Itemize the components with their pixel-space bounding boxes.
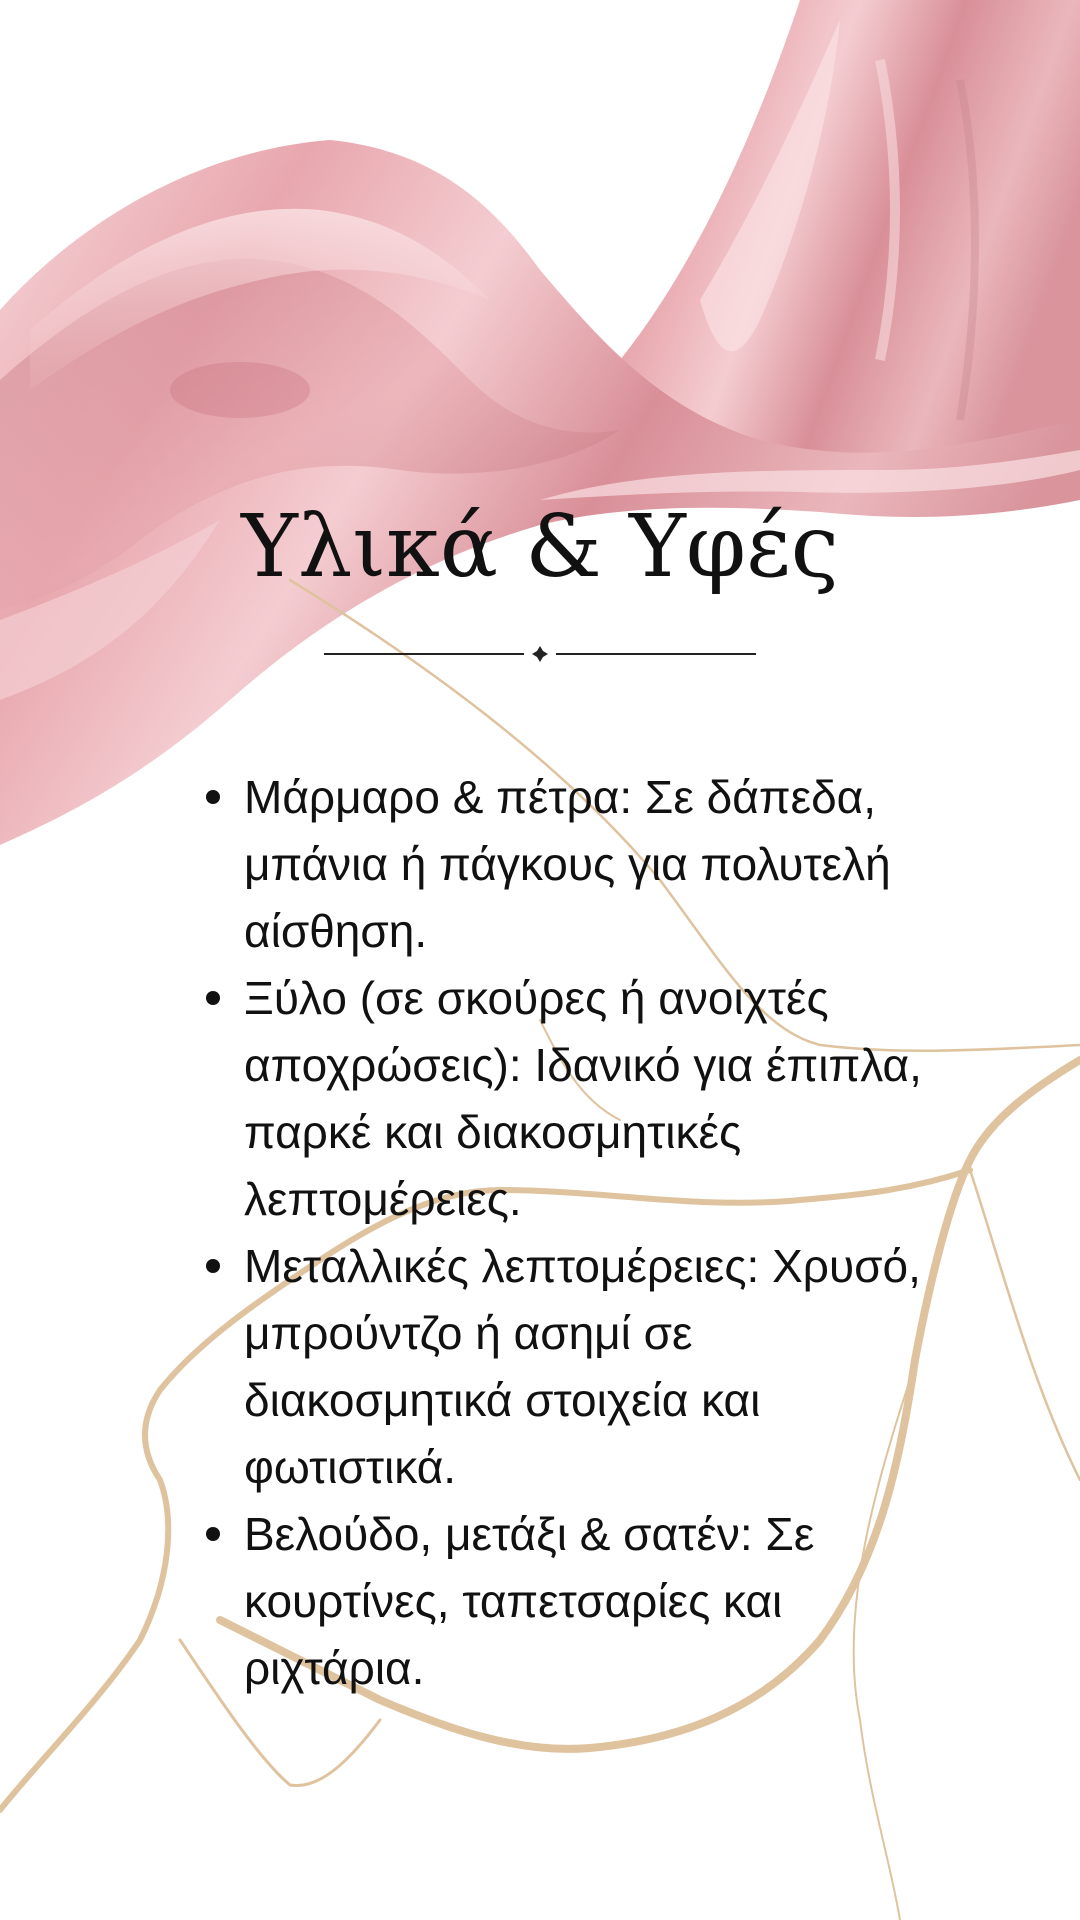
list-item xyxy=(244,965,944,1233)
bullet-icon xyxy=(206,1259,220,1273)
list-item xyxy=(244,1501,944,1702)
page-title: Υλικά & Υφές xyxy=(241,497,839,597)
list-item-text: Μάρμαρο & πέτρα: Σε δάπεδα, μπάνια ή πάγκους για πολυτελή αίσθηση. xyxy=(244,771,891,957)
list-item-text: Βελούδο, μετάξι & σατέν: Σε κουρτίνες, ταπετσαρίες και ριχτάρια. xyxy=(244,1508,815,1694)
list-item xyxy=(244,764,944,965)
materials-list xyxy=(244,764,944,1702)
list-item-text: Ξύλο (σε σκούρες ή ανοιχτές αποχρώσεις): Ιδανικό για έπιπλα, παρκέ και διακοσμητικές λεπτομέρειες. xyxy=(244,972,922,1225)
bullet-icon xyxy=(206,1527,220,1541)
bullet-icon xyxy=(206,991,220,1005)
star-ornament-icon xyxy=(532,646,548,662)
title-divider xyxy=(324,640,756,670)
bullet-icon xyxy=(206,790,220,804)
list-item xyxy=(244,1233,944,1501)
list-item-text: Μεταλλικές λεπτομέρειες: Χρυσό, μπρούντζο ή ασημί σε διακοσμητικά στοιχεία και φωτιστικά. xyxy=(244,1240,921,1493)
